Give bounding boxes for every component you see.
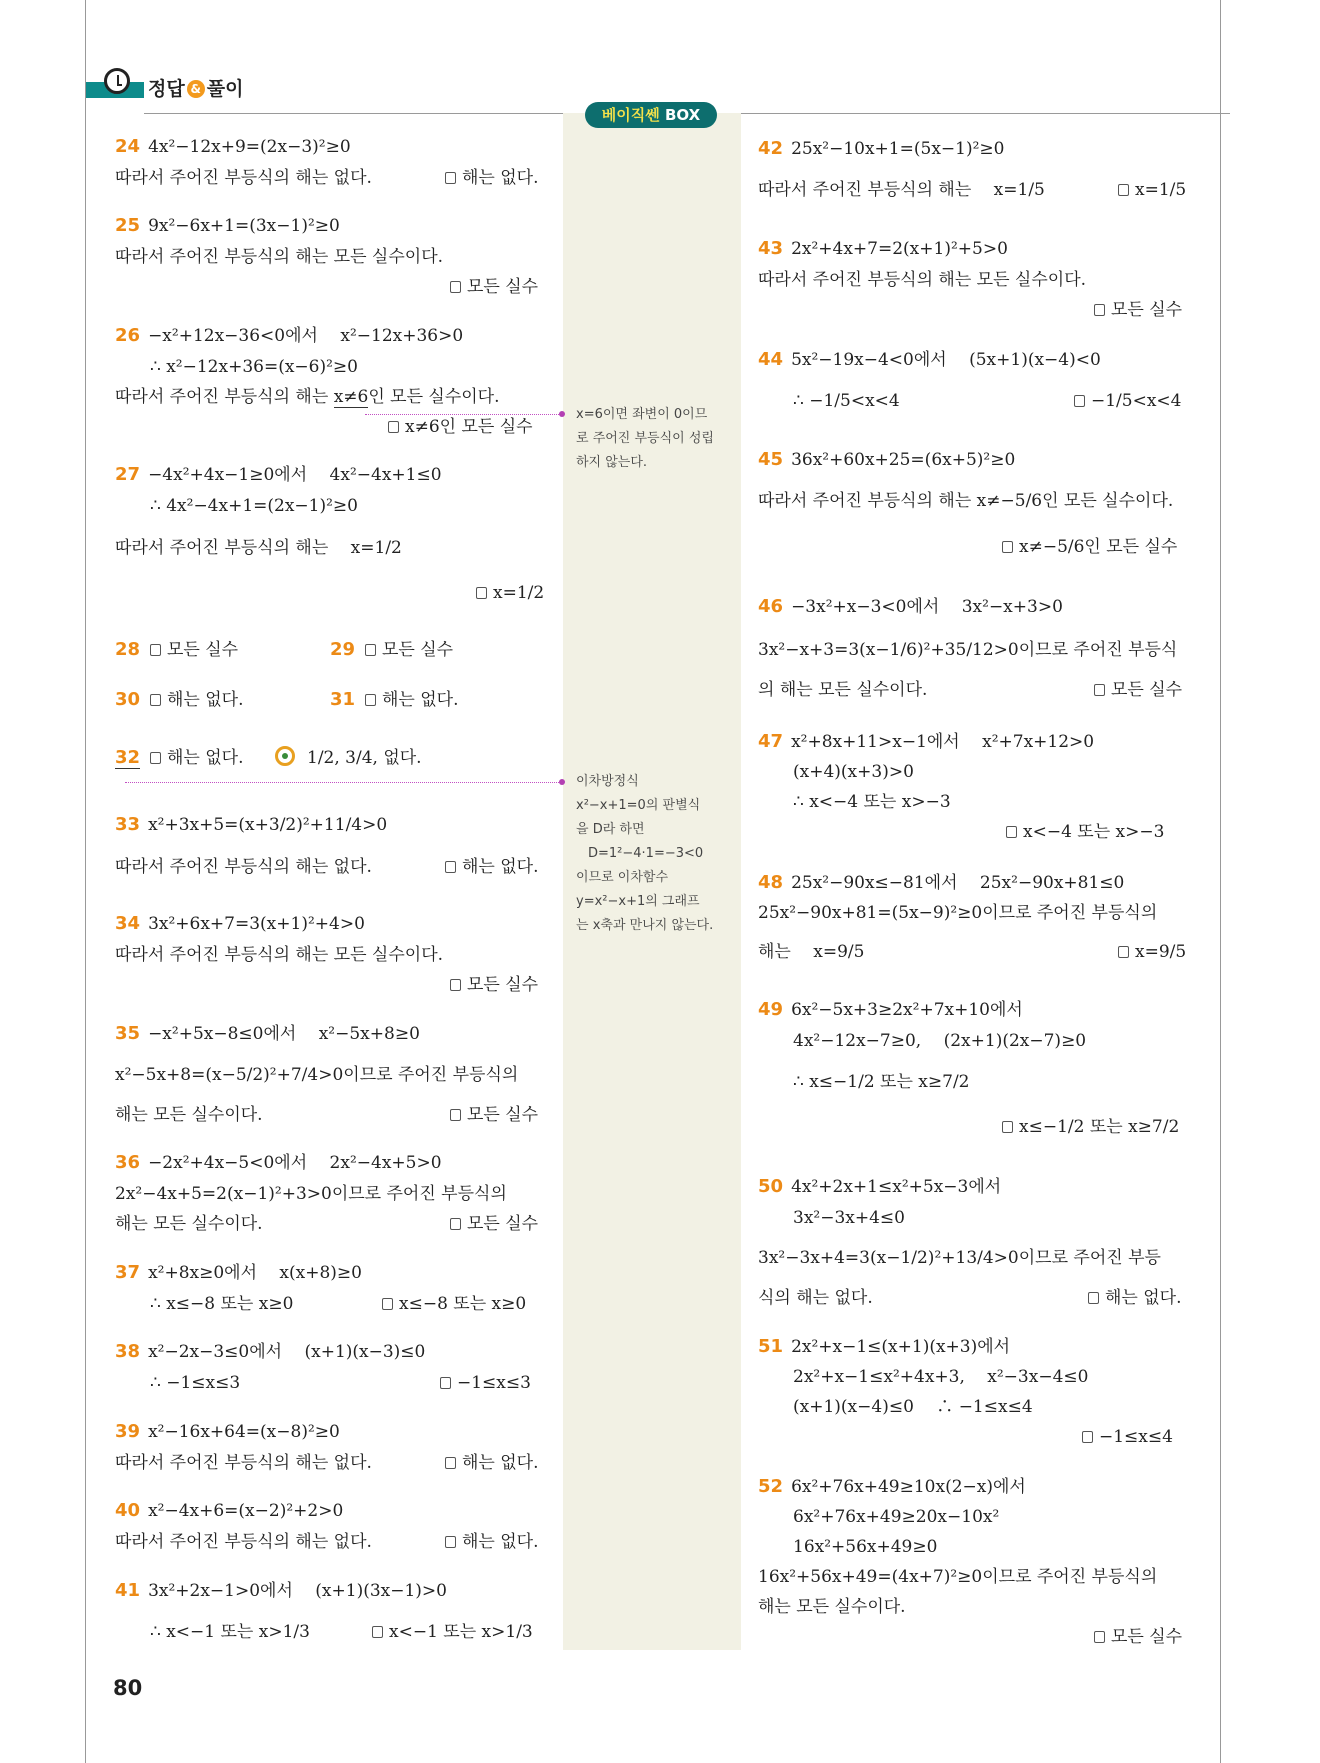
page-number: 80 xyxy=(113,1676,143,1700)
answer-27: x=1/2 xyxy=(476,583,544,603)
problem-24-text: 따라서 주어진 부등식의 해는 없다. xyxy=(115,168,372,188)
problem-41: 41 3x²+2x−1>0에서 (x+1)(3x−1)>0 xyxy=(115,1580,447,1601)
problem-36-step: 2x²−4x+5=2(x−1)²+3>0이므로 주어진 부등식의 xyxy=(115,1184,507,1204)
problem-30: 30 xyxy=(115,689,141,710)
problem-46: 46 −3x²+x−3<0에서 3x²−x+3>0 xyxy=(758,596,1063,617)
problem-25-text: 따라서 주어진 부등식의 해는 모든 실수이다. xyxy=(115,247,444,267)
problem-34-text: 따라서 주어진 부등식의 해는 모든 실수이다. xyxy=(115,945,444,965)
problem-50-step1: 3x²−3x+4≤0 xyxy=(793,1208,905,1228)
amp-badge: & xyxy=(187,80,205,98)
answer-29: 모든 실수 xyxy=(365,640,453,660)
page-border-right xyxy=(1220,0,1221,1763)
answer-48: x=9/5 xyxy=(1118,942,1186,962)
answer-26: x≠6인 모든 실수 xyxy=(388,417,533,437)
problem-52: 52 6x²+76x+49≥10x(2−x)에서 xyxy=(758,1476,1026,1497)
problem-35-text: 해는 모든 실수이다. xyxy=(115,1105,263,1125)
answer-34: 모든 실수 xyxy=(450,975,538,995)
clock-icon xyxy=(104,68,130,94)
problem-36-text: 해는 모든 실수이다. xyxy=(115,1214,263,1234)
answer-43: 모든 실수 xyxy=(1094,300,1182,320)
answer-32: 해는 없다. xyxy=(150,748,244,768)
leader-line-26 xyxy=(365,414,563,415)
answer-39: 해는 없다. xyxy=(445,1453,539,1473)
problem-39: 39 x²−16x+64=(x−8)²≥0 xyxy=(115,1421,340,1442)
problem-28: 28 xyxy=(115,639,141,660)
problem-44: 44 5x²−19x−4<0에서 (5x+1)(x−4)<0 xyxy=(758,349,1101,370)
problem-51: 51 2x²+x−1≤(x+1)(x+3)에서 xyxy=(758,1336,1011,1357)
target-icon xyxy=(275,746,295,766)
problem-43: 43 2x²+4x+7=2(x+1)²+5>0 xyxy=(758,238,1008,259)
problem-49-step1: 4x²−12x−7≥0, (2x+1)(2x−7)≥0 xyxy=(793,1031,1087,1051)
answer-38: −1≤x≤3 xyxy=(440,1373,531,1393)
answer-25: 모든 실수 xyxy=(450,277,538,297)
problem-37-step: ∴ x≤−8 또는 x≥0 xyxy=(150,1294,294,1314)
answer-33: 해는 없다. xyxy=(445,857,539,877)
problem-35-step: x²−5x+8=(x−5/2)²+7/4>0이므로 주어진 부등식의 xyxy=(115,1065,519,1085)
problem-42: 42 25x²−10x+1=(5x−1)²≥0 xyxy=(758,138,1005,159)
answer-50: 해는 없다. xyxy=(1088,1288,1182,1308)
page-border-left xyxy=(85,0,86,1763)
answer-44: −1/5<x<4 xyxy=(1074,391,1182,411)
problem-49: 49 6x²−5x+3≥2x²+7x+10에서 xyxy=(758,999,1023,1020)
problem-45-text: 따라서 주어진 부등식의 해는 x≠−5/6인 모든 실수이다. xyxy=(758,491,1174,511)
problem-51-step1: 2x²+x−1≤x²+4x+3, x²−3x−4≤0 xyxy=(793,1367,1089,1387)
answer-49: x≤−1/2 또는 x≥7/2 xyxy=(1002,1117,1179,1137)
problem-47-step2: ∴ x<−4 또는 x>−3 xyxy=(793,792,951,812)
problem-48-step: 25x²−90x+81=(5x−9)²≥0이므로 주어진 부등식의 xyxy=(758,903,1158,923)
problem-41-step: ∴ x<−1 또는 x>1/3 xyxy=(150,1622,310,1642)
box-note-32: 이차방정식 x²−x+1=0의 판별식 을 D라 하면 D=1²−4·1=−3<0 이므로 이차함수 y=x²−x+1의 그래프 는 x축과 만나지 않는다. xyxy=(576,774,714,933)
problem-52-step3: 16x²+56x+49=(4x+7)²≥0이므로 주어진 부등식의 xyxy=(758,1567,1158,1587)
problem-24: 24 4x²−12x+9=(2x−3)²≥0 xyxy=(115,136,351,157)
problem-33-text: 따라서 주어진 부등식의 해는 없다. xyxy=(115,857,372,877)
problem-38: 38 x²−2x−3≤0에서 (x+1)(x−3)≤0 xyxy=(115,1341,426,1362)
problem-37: 37 x²+8x≥0에서 x(x+8)≥0 xyxy=(115,1262,362,1283)
problem-27: 27 −4x²+4x−1≥0에서 4x²−4x+1≤0 xyxy=(115,464,442,485)
answer-46: 모든 실수 xyxy=(1094,680,1182,700)
answer-36: 모든 실수 xyxy=(450,1214,538,1234)
answer-42: x=1/5 xyxy=(1118,180,1186,200)
problem-27-step: ∴ 4x²−4x+1=(2x−1)²≥0 xyxy=(150,496,358,516)
problem-39-text: 따라서 주어진 부등식의 해는 없다. xyxy=(115,1453,372,1473)
section-title: 정답 & 풀이 xyxy=(148,78,244,100)
answer-41: x<−1 또는 x>1/3 xyxy=(372,1622,533,1642)
problem-52-step1: 6x²+76x+49≥20x−10x² xyxy=(793,1507,1000,1527)
problem-34: 34 3x²+6x+7=3(x+1)²+4>0 xyxy=(115,913,365,934)
problem-36: 36 −2x²+4x−5<0에서 2x²−4x+5>0 xyxy=(115,1152,442,1173)
problem-31: 31 xyxy=(330,689,356,710)
problem-50-step2: 3x²−3x+4=3(x−1/2)²+13/4>0이므로 주어진 부등 xyxy=(758,1248,1161,1268)
problem-50: 50 4x²+2x+1≤x²+5x−3에서 xyxy=(758,1176,1002,1197)
problem-42-text: 따라서 주어진 부등식의 해는 x=1/5 xyxy=(758,180,1045,200)
problem-45: 45 36x²+60x+25=(6x+5)²≥0 xyxy=(758,449,1016,470)
problem-52-step2: 16x²+56x+49≥0 xyxy=(793,1537,938,1557)
problem-35: 35 −x²+5x−8≤0에서 x²−5x+8≥0 xyxy=(115,1023,420,1044)
problem-38-step: ∴ −1≤x≤3 xyxy=(150,1373,241,1393)
problem-52-text: 해는 모든 실수이다. xyxy=(758,1597,906,1617)
problem-44-step: ∴ −1/5<x<4 xyxy=(793,391,900,411)
problem-26-step: ∴ x²−12x+36=(x−6)²≥0 xyxy=(150,357,358,377)
problem-49-step2: ∴ x≤−1/2 또는 x≥7/2 xyxy=(793,1072,970,1092)
problem-32: 32 xyxy=(115,747,141,768)
problem-43-text: 따라서 주어진 부등식의 해는 모든 실수이다. xyxy=(758,270,1087,290)
answer-45: x≠−5/6인 모든 실수 xyxy=(1002,537,1177,557)
problem-26-text: 따라서 주어진 부등식의 해는 x≠6인 모든 실수이다. xyxy=(115,387,500,407)
problem-27-text: 따라서 주어진 부등식의 해는 x=1/2 xyxy=(115,538,402,558)
answer-37: x≤−8 또는 x≥0 xyxy=(382,1294,526,1314)
leader-dot-26 xyxy=(559,411,565,417)
answer-47: x<−4 또는 x>−3 xyxy=(1006,822,1164,842)
leader-line-32 xyxy=(125,782,563,783)
problem-47: 47 x²+8x+11>x−1에서 x²+7x+12>0 xyxy=(758,731,1095,752)
problem-40-text: 따라서 주어진 부등식의 해는 없다. xyxy=(115,1532,372,1552)
answer-35: 모든 실수 xyxy=(450,1105,538,1125)
box-note-26: x=6이면 좌변이 0이므 로 주어진 부등식이 성립 하지 않는다. xyxy=(576,407,714,470)
problem-46-text: 의 해는 모든 실수이다. xyxy=(758,680,928,700)
problem-40: 40 x²−4x+6=(x−2)²+2>0 xyxy=(115,1500,344,1521)
answer-52: 모든 실수 xyxy=(1094,1627,1182,1647)
problem-47-step1: (x+4)(x+3)>0 xyxy=(793,762,914,782)
answer-24: 해는 없다. xyxy=(445,168,539,188)
problem-33: 33 x²+3x+5=(x+3/2)²+11/4>0 xyxy=(115,814,388,835)
problem-29: 29 xyxy=(330,639,356,660)
problem-50-text: 식의 해는 없다. xyxy=(758,1288,873,1308)
leader-dot-32 xyxy=(559,779,565,785)
problem-51-step2: (x+1)(x−4)≤0 ∴ −1≤x≤4 xyxy=(793,1397,1033,1417)
problem-48-text: 해는 x=9/5 xyxy=(758,942,865,962)
problem-26: 26 −x²+12x−36<0에서 x²−12x+36>0 xyxy=(115,325,464,346)
answer-40: 해는 없다. xyxy=(445,1532,539,1552)
answer-31: 해는 없다. xyxy=(365,690,459,710)
problem-48: 48 25x²−90x≤−81에서 25x²−90x+81≤0 xyxy=(758,872,1125,893)
answer-30: 해는 없다. xyxy=(150,690,244,710)
problem-25: 25 9x²−6x+1=(3x−1)²≥0 xyxy=(115,215,340,236)
answer-32-extra: 1/2, 3/4, 없다. xyxy=(307,748,422,768)
problem-46-step: 3x²−x+3=3(x−1/6)²+35/12>0이므로 주어진 부등식 xyxy=(758,640,1178,660)
answer-51: −1≤x≤4 xyxy=(1082,1427,1173,1447)
basic-box-tab: 베이직쎈 BOX xyxy=(585,102,717,128)
answer-28: 모든 실수 xyxy=(150,640,238,660)
